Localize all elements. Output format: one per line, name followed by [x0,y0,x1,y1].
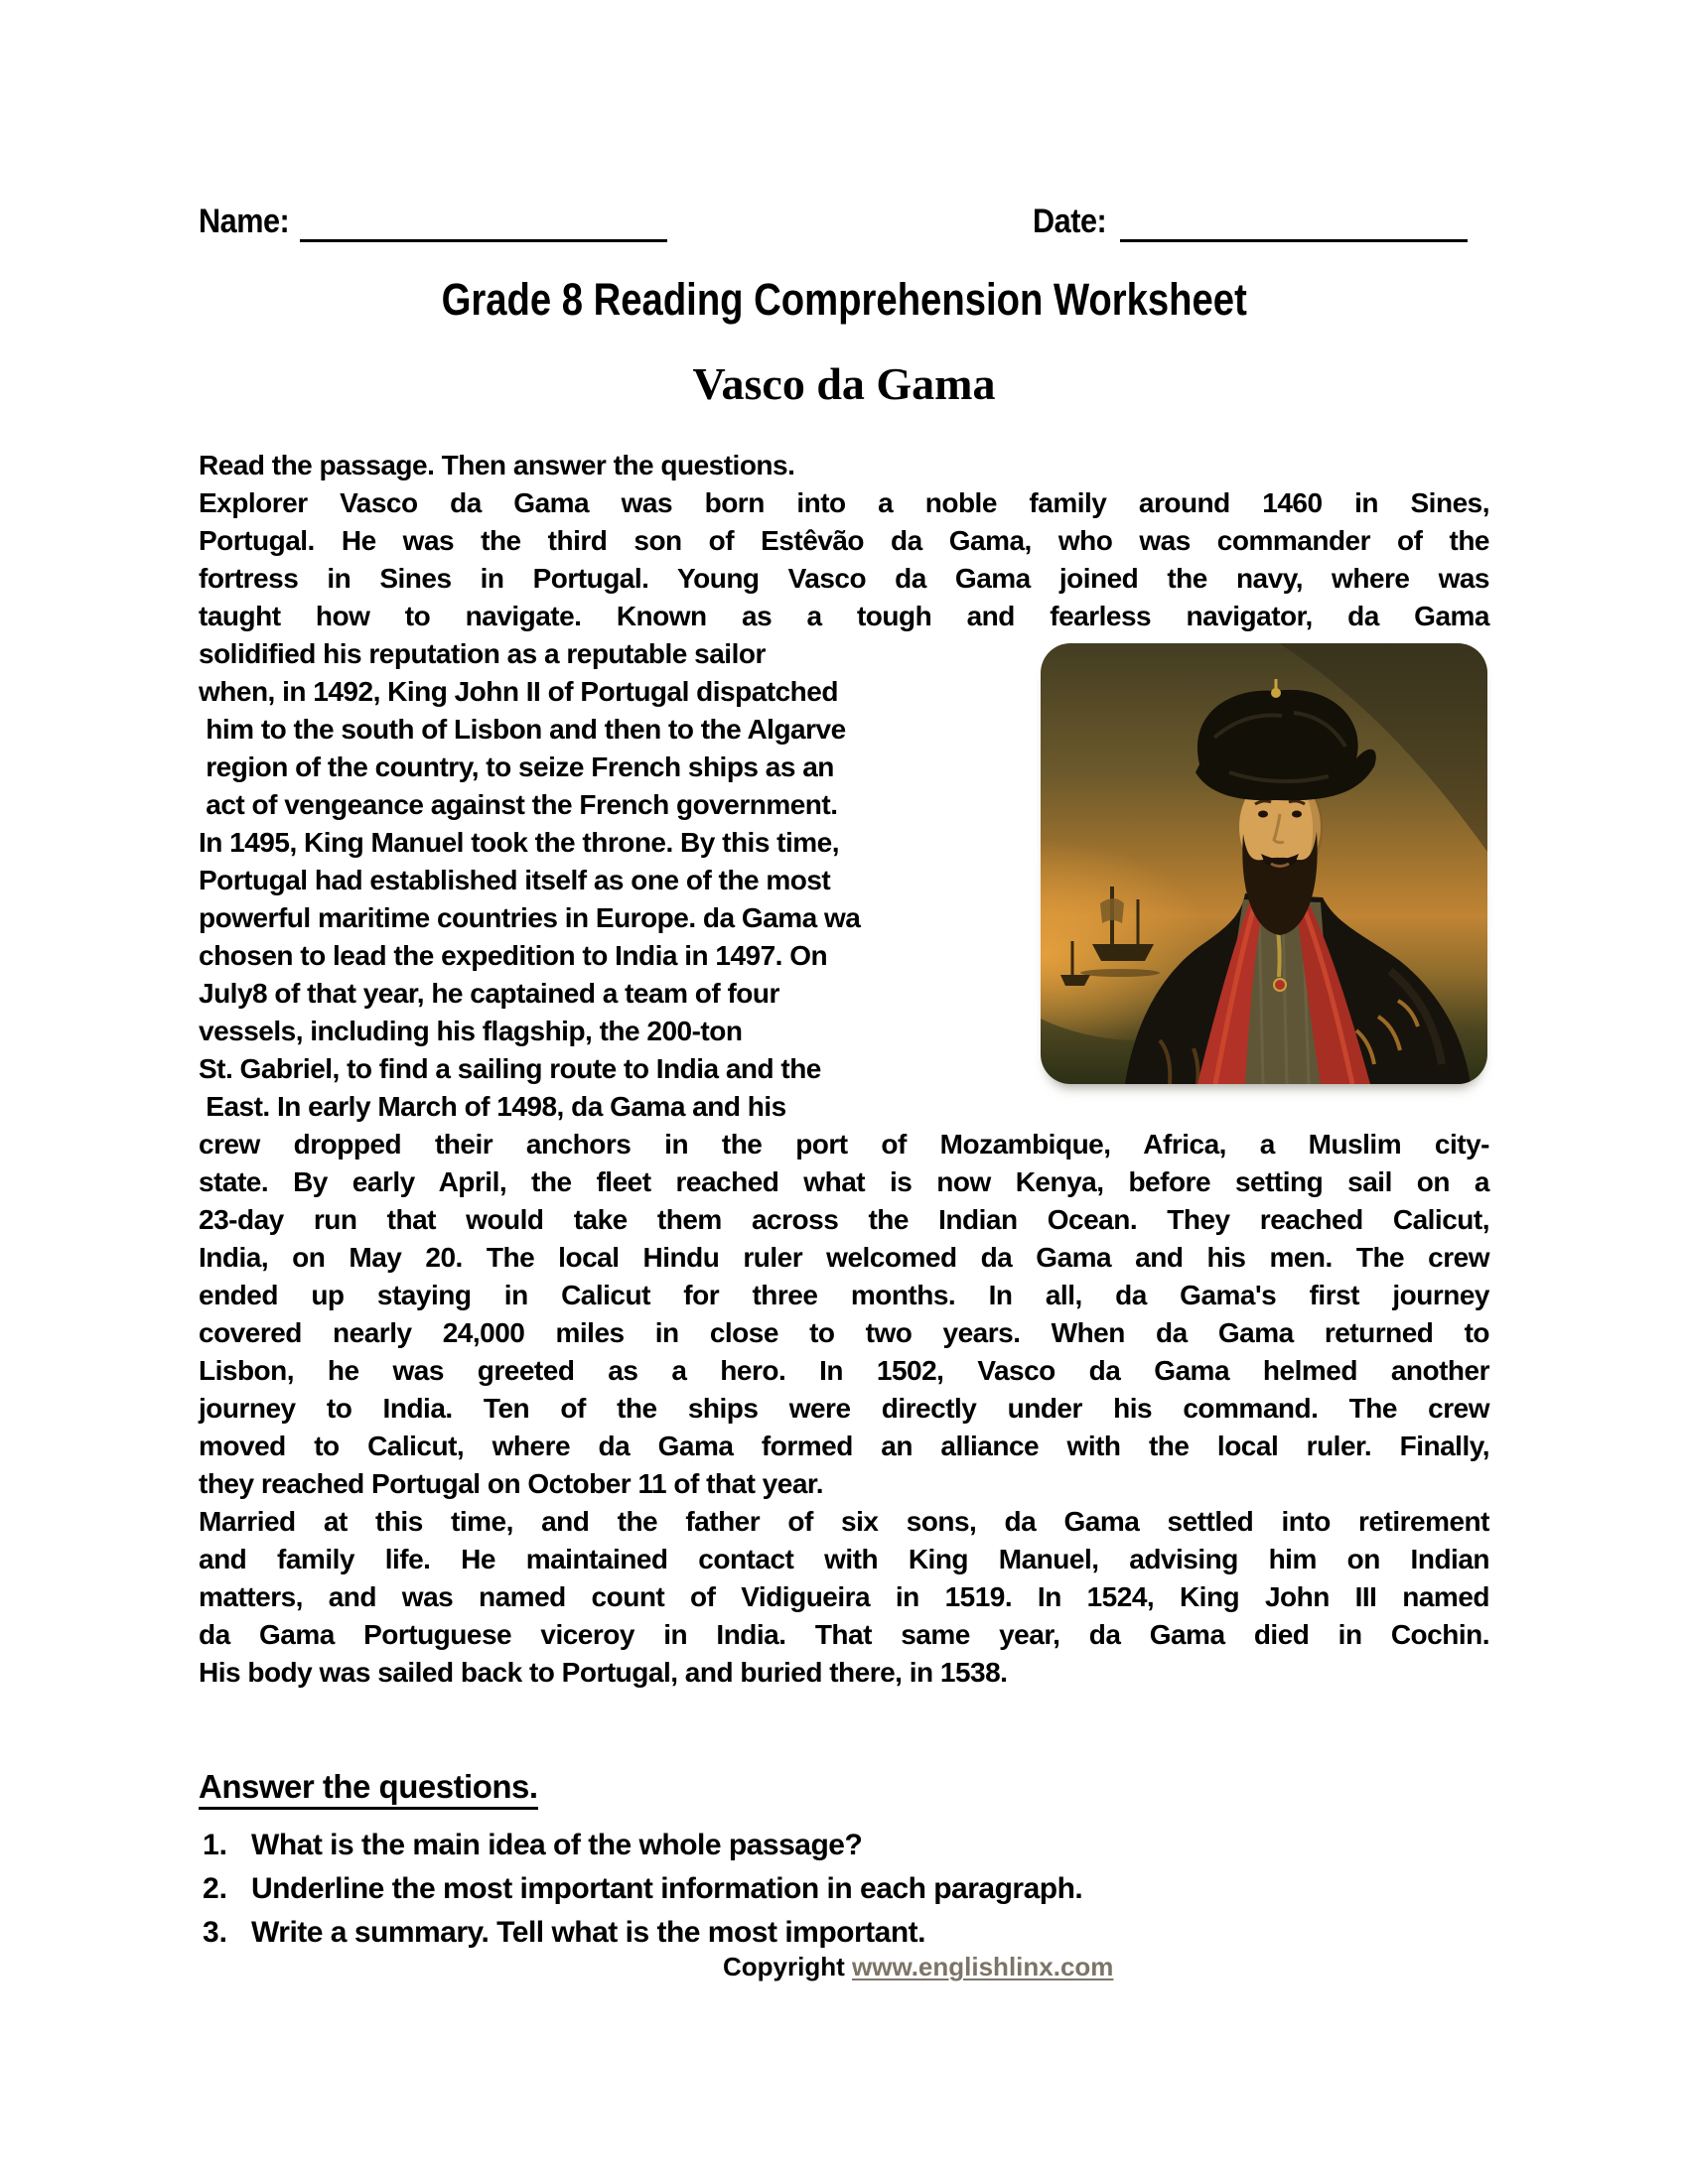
passage-line: In 1495, King Manuel took the throne. By this time, [199,827,840,858]
question-number: 2. [203,1872,228,1905]
date-blank-field[interactable] [1120,204,1468,242]
question-list [203,1829,1493,1960]
passage-line: region of the country, to seize French ships as an [199,751,834,782]
page-title [0,274,1688,326]
page-title-text: Grade 8 Reading Comprehension Worksheet [441,274,1247,325]
passage-line: crew dropped their anchors in the port of Mozambique, Africa, a Muslim city- [199,1129,1489,1160]
instruction-text: Read the passage. Then answer the questions. [199,450,795,480]
passage-line: journey to India. Ten of the ships were directly under his command. The crew [199,1393,1489,1424]
passage-line: chosen to lead the expedition to India in 1497. On [199,940,828,971]
passage-line: Explorer Vasco da Gama was born into a noble family around 1460 in Sines, [199,487,1489,518]
question-item [203,1829,1493,1872]
passage-line: him to the south of Lisbon and then to the Algarve [199,714,846,745]
passage-line: da Gama Portuguese viceroy in India. That same year, da Gama died in Cochin. [199,1619,1489,1650]
passage-line: they reached Portugal on October 11 of that year. [199,1468,824,1499]
passage-line: ended up staying in Calicut for three months. In all, da Gama's first journey [199,1280,1489,1310]
passage-line: moved to Calicut, where da Gama formed an alliance with the local ruler. Finally, [199,1431,1489,1461]
passage-line: India, on May 20. The local Hindu ruler welcomed da Gama and his men. The crew [199,1242,1489,1273]
name-blank-field[interactable] [300,204,667,242]
vasco-da-gama-portrait-image [1041,643,1487,1084]
passage-line: matters, and was named count of Vidigueira in 1519. In 1524, King John III named [199,1581,1489,1612]
question-number: 1. [203,1829,228,1861]
passage-line: solidified his reputation as a reputable sailor [199,638,766,669]
passage-line: His body was sailed back to Portugal, and buried there, in 1538. [199,1657,1008,1688]
passage-line: covered nearly 24,000 miles in close to two years. When da Gama returned to [199,1317,1489,1348]
date-label-text: Date: [1033,203,1107,240]
question-number: 3. [203,1916,228,1949]
date-label [1033,204,1115,239]
copyright-link[interactable]: www.englishlinx.com [852,1952,1114,1981]
passage-line: Lisbon, he was greeted as a hero. In 1502, Vasco da Gama helmed another [199,1355,1489,1386]
passage-line: when, in 1492, King John II of Portugal dispatched [199,676,838,707]
passage-line: East. In early March of 1498, da Gama and his [199,1091,786,1122]
passage-line: taught how to navigate. Known as a tough and fearless navigator, da Gama [199,601,1489,631]
passage-line: powerful maritime countries in Europe. da Gama wa [199,902,861,933]
passage-line: and family life. He maintained contact with King Manuel, advising him on Indian [199,1544,1489,1574]
passage-line: Portugal. He was the third son of Estêvão da Gama, who was commander of the [199,525,1489,556]
passage-line: state. By early April, the fleet reached what is now Kenya, before setting sail on a [199,1166,1489,1197]
passage-line: Portugal had established itself as one of the most [199,865,831,895]
passage-line: act of vengeance against the French government. [199,789,838,820]
passage-line: fortress in Sines in Portugal. Young Vasco da Gama joined the navy, where was [199,563,1489,594]
passage-line: St. Gabriel, to find a sailing route to India and the [199,1053,821,1084]
question-text: Write a summary. Tell what is the most important. [251,1916,925,1949]
passage-line: vessels, including his flagship, the 200-ton [199,1016,743,1046]
copyright-line [723,1952,1113,1981]
passage-line: July8 of that year, he captained a team of four [199,978,779,1009]
name-label [199,204,299,239]
passage-title: Vasco da Gama [692,358,996,409]
question-text: Underline the most important information in each paragraph. [251,1872,1083,1905]
copyright-label: Copyright [723,1952,845,1981]
question-item [203,1872,1493,1916]
passage-line: Married at this time, and the father of six sons, da Gama settled into retirement [199,1506,1489,1537]
answer-section-heading: Answer the questions. [199,1769,538,1810]
question-text: What is the main idea of the whole passage? [251,1829,863,1861]
portrait-illustration [1041,643,1487,1084]
name-label-text: Name: [199,203,290,240]
passage-line: 23-day run that would take them across the Indian Ocean. They reached Calicut, [199,1204,1489,1235]
